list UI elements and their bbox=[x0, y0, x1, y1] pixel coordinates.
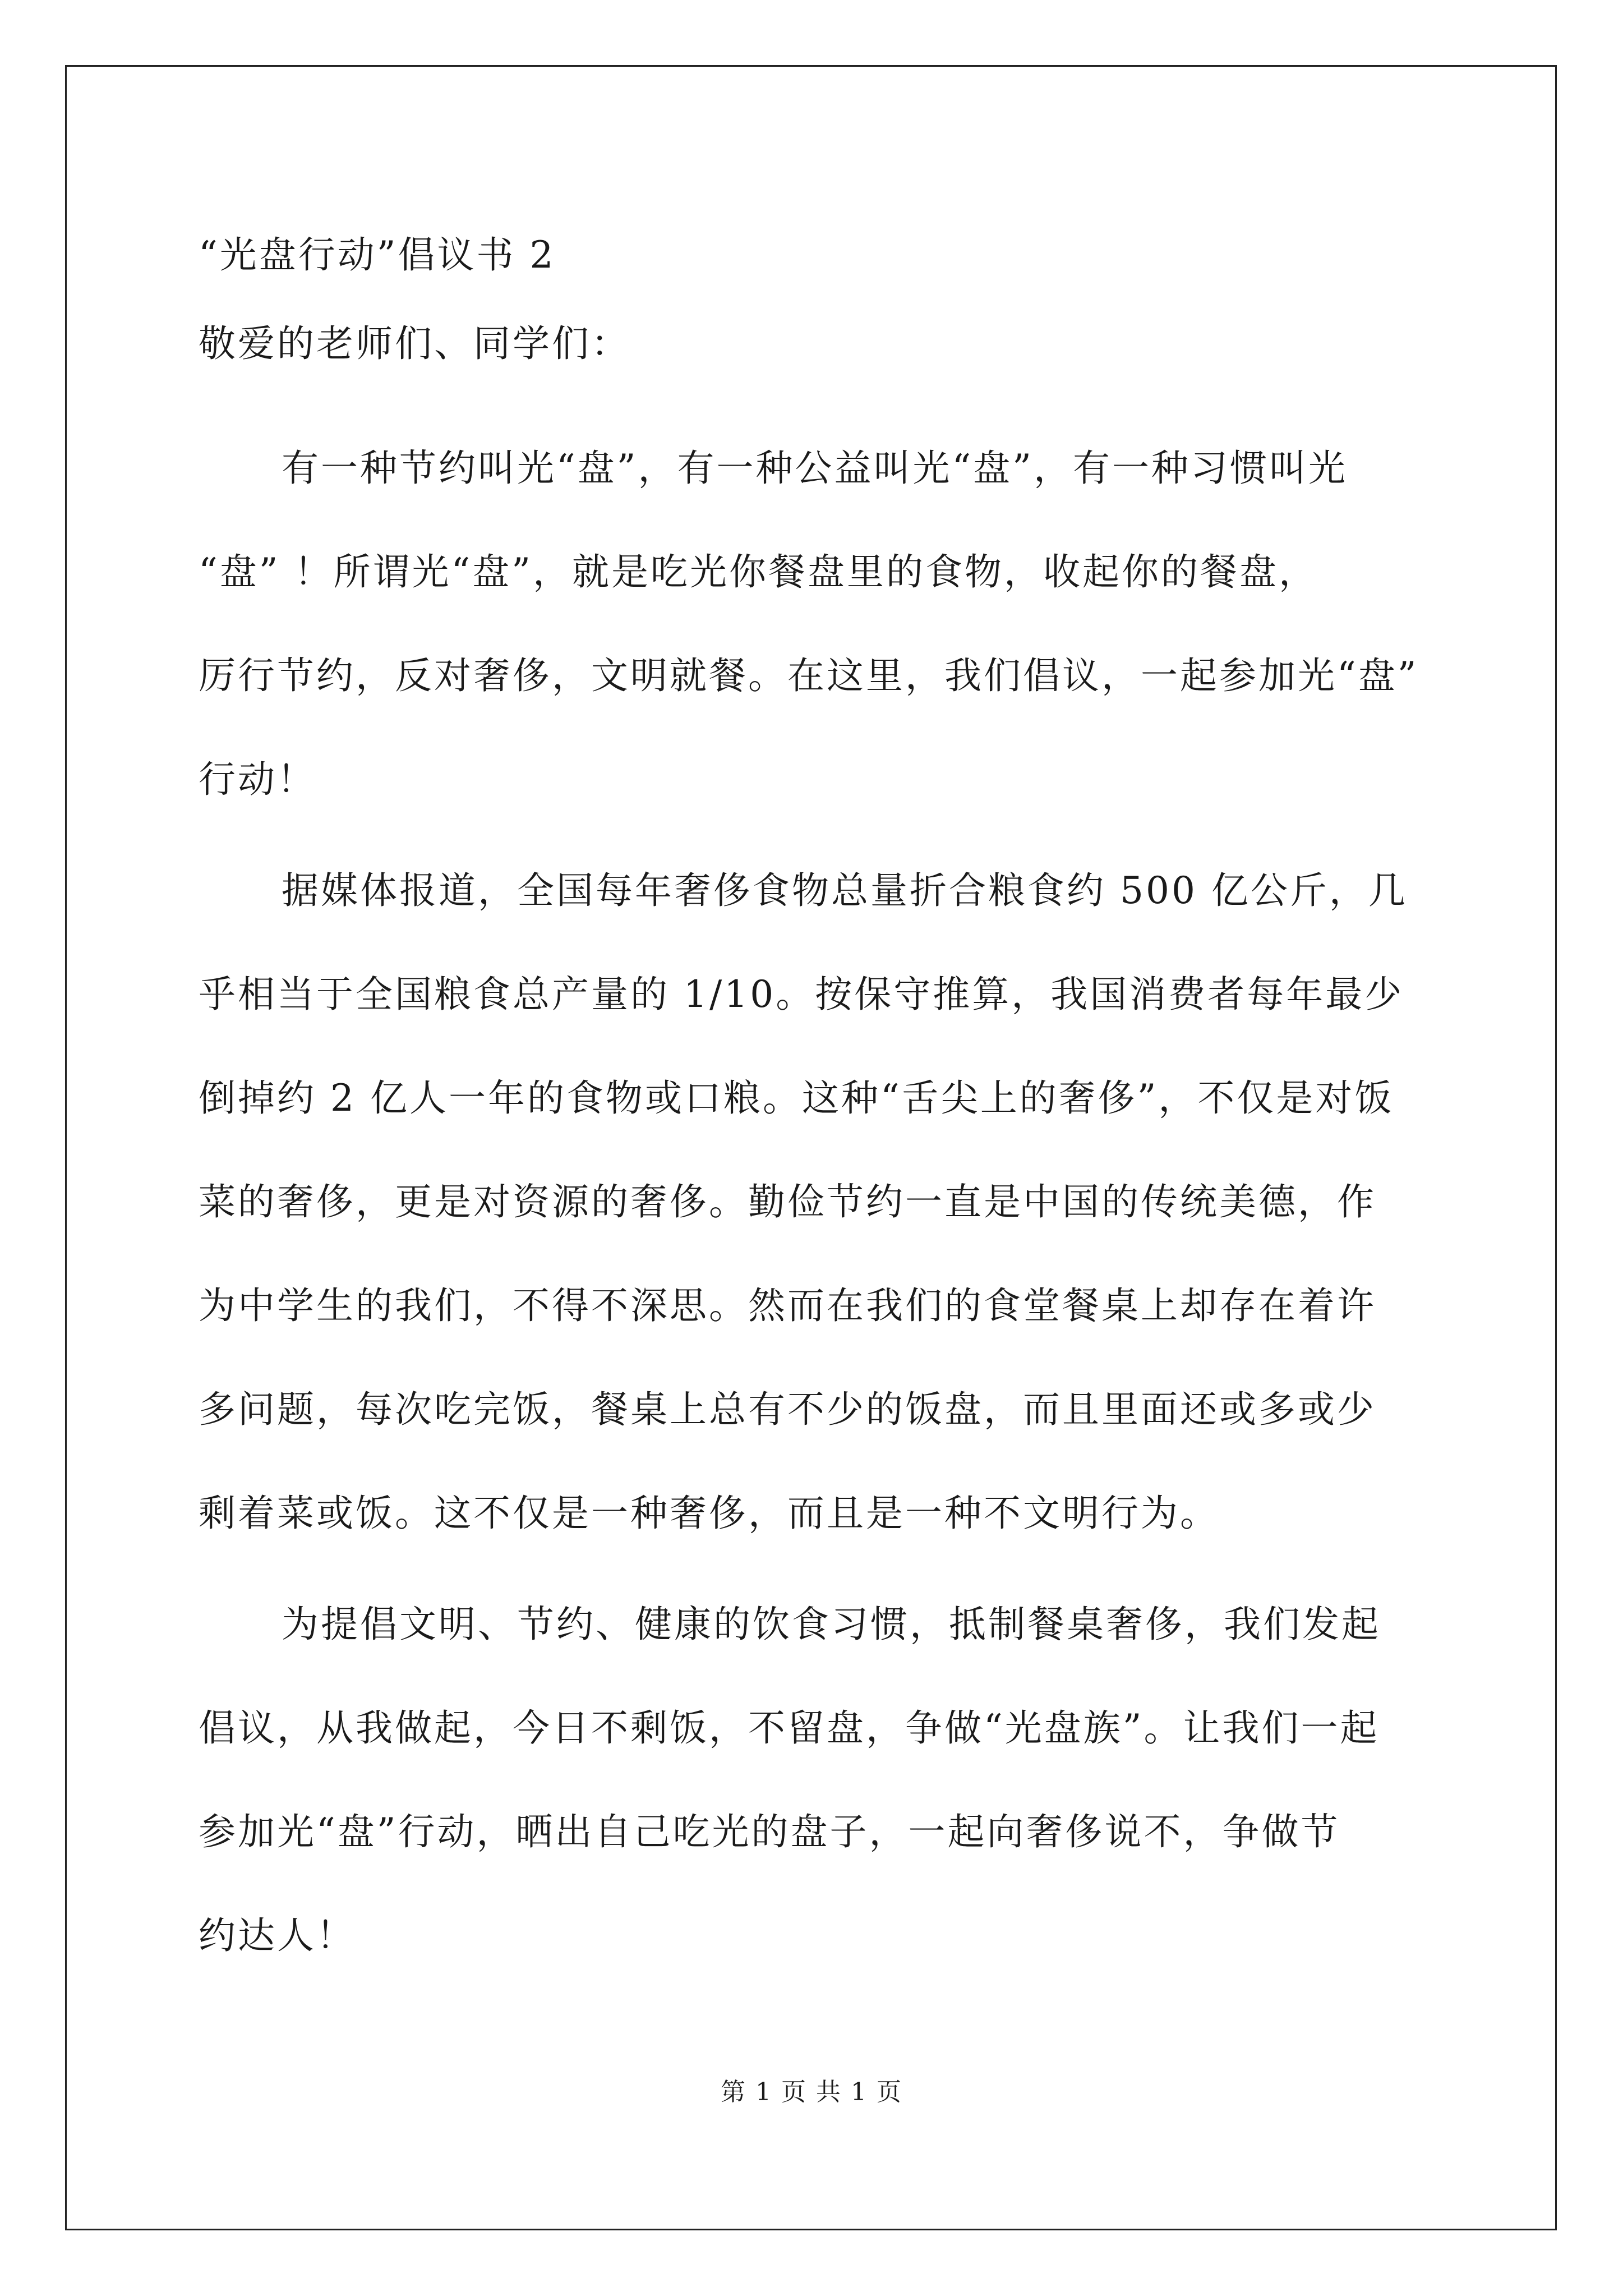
page-border bbox=[65, 65, 1557, 2230]
paragraph-2-line-7: 剩着菜或饭。这不仅是一种奢侈，而且是一种不文明行为。 bbox=[199, 1492, 1219, 1535]
paragraph-2-line-6: 多问题，每次吃完饭，餐桌上总有不少的饭盘，而且里面还或多或少 bbox=[199, 1388, 1376, 1431]
paragraph-1-line-4: 行动！ bbox=[199, 758, 316, 801]
document-title: “光盘行动”倡议书 2 bbox=[199, 233, 556, 277]
paragraph-1-line-2: “盘” ！所谓光“盘”，就是吃光你餐盘里的食物，收起你的餐盘， bbox=[199, 550, 1318, 593]
paragraph-2-line-5: 为中学生的我们，不得不深思。然而在我们的食堂餐桌上却存在着许 bbox=[199, 1284, 1376, 1327]
paragraph-3-line-2: 倡议，从我做起，今日不剩饭，不留盘，争做“光盘族”。让我们一起 bbox=[199, 1706, 1380, 1750]
paragraph-2-line-4: 菜的奢侈，更是对资源的奢侈。勤俭节约一直是中国的传统美德，作 bbox=[199, 1180, 1376, 1223]
paragraph-3-line-3: 参加光“盘”行动，晒出自己吃光的盘子，一起向奢侈说不，争做节 bbox=[199, 1810, 1340, 1853]
paragraph-2-line-3: 倒掉约 2 亿人一年的食物或口粮。这种“舌尖上的奢侈”，不仅是对饭 bbox=[199, 1076, 1394, 1120]
paragraph-1-line-3: 厉行节约，反对奢侈，文明就餐。在这里，我们倡议，一起参加光“盘” bbox=[199, 654, 1419, 697]
paragraph-1-line-1: 有一种节约叫光“盘”，有一种公益叫光“盘”，有一种习惯叫光 bbox=[282, 447, 1348, 490]
paragraph-2-line-1: 据媒体报道，全国每年奢侈食物总量折合粮食约 500 亿公斤，几 bbox=[282, 869, 1408, 912]
paragraph-2-line-2: 乎相当于全国粮食总产量的 1/10。按保守推算，我国消费者每年最少 bbox=[199, 973, 1404, 1016]
page-number-footer: 第 1 页 共 1 页 bbox=[721, 2078, 902, 2106]
paragraph-3-line-4: 约达人！ bbox=[199, 1914, 356, 1957]
salutation: 敬爱的老师们、同学们： bbox=[199, 322, 630, 365]
paragraph-3-line-1: 为提倡文明、节约、健康的饮食习惯，抵制餐桌奢侈，我们发起 bbox=[282, 1603, 1381, 1646]
